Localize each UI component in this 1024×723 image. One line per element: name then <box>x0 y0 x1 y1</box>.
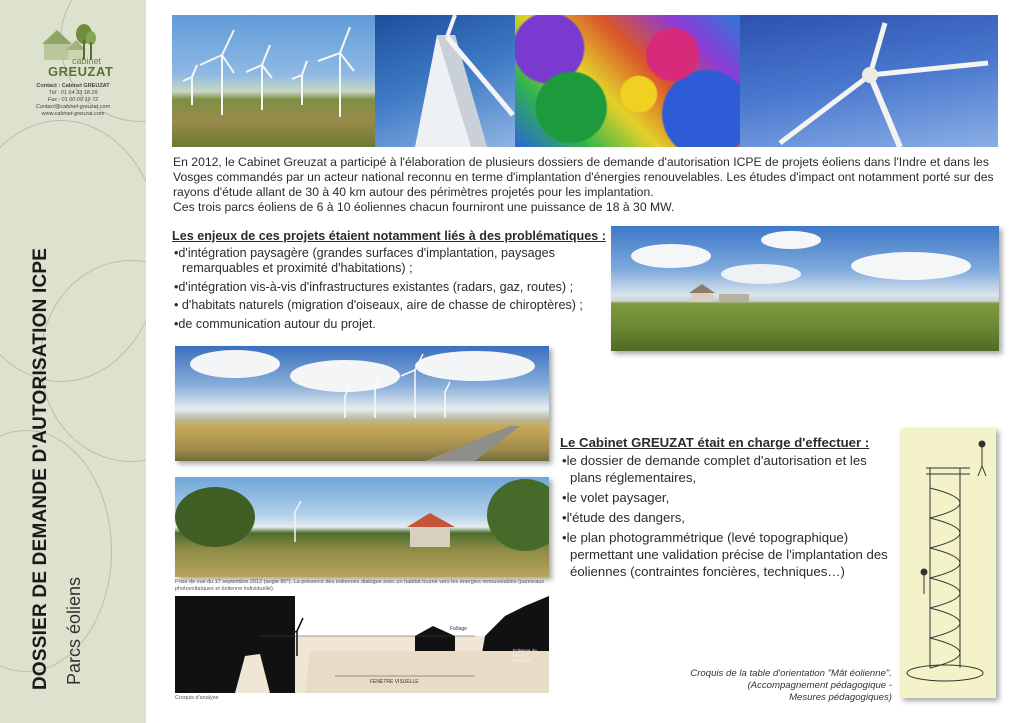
croquis-caption <box>650 668 892 704</box>
document-subtitle: Parcs éoliens <box>64 576 84 685</box>
photo-wind-farm-road <box>175 346 549 461</box>
photo-turbine-mast <box>375 15 515 147</box>
intro-paragraph: En 2012, le Cabinet Greuzat a participé à l'élaboration de plusieurs dossiers de demande d'autorisation ICPE de projets éoliens dans l'Indre et dans les Vosges commandés par un acteur national reconnu en terme d'implantation d'énergies renouvelables. Les études d'impact ont notamment porté sur des rayons d'étude allant de 30 à 40 km autour des périmètres projetés pour les implantation. <box>173 155 994 199</box>
sidebar <box>0 0 146 723</box>
photo-turbine-sky <box>740 15 998 147</box>
photo-house-turbines <box>175 477 549 577</box>
list-item: •de communication autour du projet. <box>174 316 376 331</box>
analysis-sketch <box>175 596 549 693</box>
photo-terrain-model <box>515 15 740 147</box>
contact-tel: Tél : 01 64 33 18 29 <box>48 90 98 96</box>
intro-paragraph-2: Ces trois parcs éoliens de 6 à 10 éoliennes chacun fourniront une puissance de 18 à 30 MW. <box>173 200 675 214</box>
list-item: •le plan photogrammétrique (levé topographique) permettant une validation précise de l'implantation des éoliennes (contraintes foncières, techniques…) <box>562 530 888 579</box>
issues-section <box>172 229 612 335</box>
list-item: •d'intégration paysagère (grandes surfaces d'implantation, paysages remarquables et proximité d'habitations) ; <box>174 245 555 275</box>
road-illustration <box>175 346 549 461</box>
silhouette-illustration <box>175 596 549 693</box>
contact-fax: Fax : 01 60 09 19 72 <box>47 97 99 103</box>
croquis-caption-line3: Mesures pédagogiques) <box>789 692 892 703</box>
mast-illustration <box>375 15 515 147</box>
house-illustration <box>175 477 549 577</box>
photo-wind-farm-field <box>172 15 375 147</box>
issues-heading: Les enjeux de ces projets étaient notamment liés à des problématiques : <box>172 229 606 243</box>
list-item: •le volet paysager, <box>562 490 670 505</box>
sketch-label-faitage: Faîtage <box>450 626 467 632</box>
spiral-mast-illustration <box>900 428 996 698</box>
farm-illustration <box>611 226 999 351</box>
turbines-illustration <box>172 15 375 147</box>
list-item: •d'intégration vis-à-vis d'infrastructures existantes (radars, gaz, routes) ; <box>174 279 574 294</box>
contact-block <box>0 83 146 118</box>
contact-title: Contact : Cabinet GREUZAT <box>36 83 110 89</box>
document-title: DOSSIER DE DEMANDE D'AUTORISATION ICPE <box>30 247 51 690</box>
map-line <box>0 430 112 672</box>
sketch-label-eolienne: Eolienne de hauteur d'horizon <box>513 648 537 663</box>
turbine-blades-illustration <box>740 15 998 147</box>
croquis-caption-line1: Croquis de la table d'orientation "Mât éolienne". <box>690 668 892 679</box>
sketch-label-fenetre: FENETRE VISUELLE <box>370 679 419 685</box>
list-item: •le dossier de demande complet d'autorisation et les plans réglementaires, <box>562 453 867 485</box>
sketch-orientation-table <box>900 428 996 698</box>
photo-caption: Prise de vue du 17 septembre 2012 (angle 80°). La présence des éoliennes dialogue avec un habitat tourné vers les énergies renouvelables (panneaux photovoltaïques et éolienne individuelle). <box>175 579 545 592</box>
photo-farm-landscape <box>611 226 999 351</box>
brand-name: GREUZAT <box>48 64 114 79</box>
list-item: • d'habitats naturels (migration d'oiseaux, aire de chasse de chiroptères) ; <box>174 298 583 312</box>
croquis-caption-line2: (Accompagnement pédagogique - <box>747 680 892 691</box>
sketch-caption: Croquis d'analyse <box>175 695 219 701</box>
contact-web[interactable]: www.cabinet-greuzat.com <box>41 111 105 117</box>
tasks-heading: Le Cabinet GREUZAT était en charge d'effectuer : <box>560 435 870 450</box>
brand-small: cabinet <box>72 56 102 66</box>
tasks-section <box>560 434 900 583</box>
intro-text <box>173 155 1003 215</box>
list-item: •l'étude des dangers, <box>562 510 685 525</box>
contact-email[interactable]: Contact@cabinet-greuzat.com <box>35 104 111 110</box>
